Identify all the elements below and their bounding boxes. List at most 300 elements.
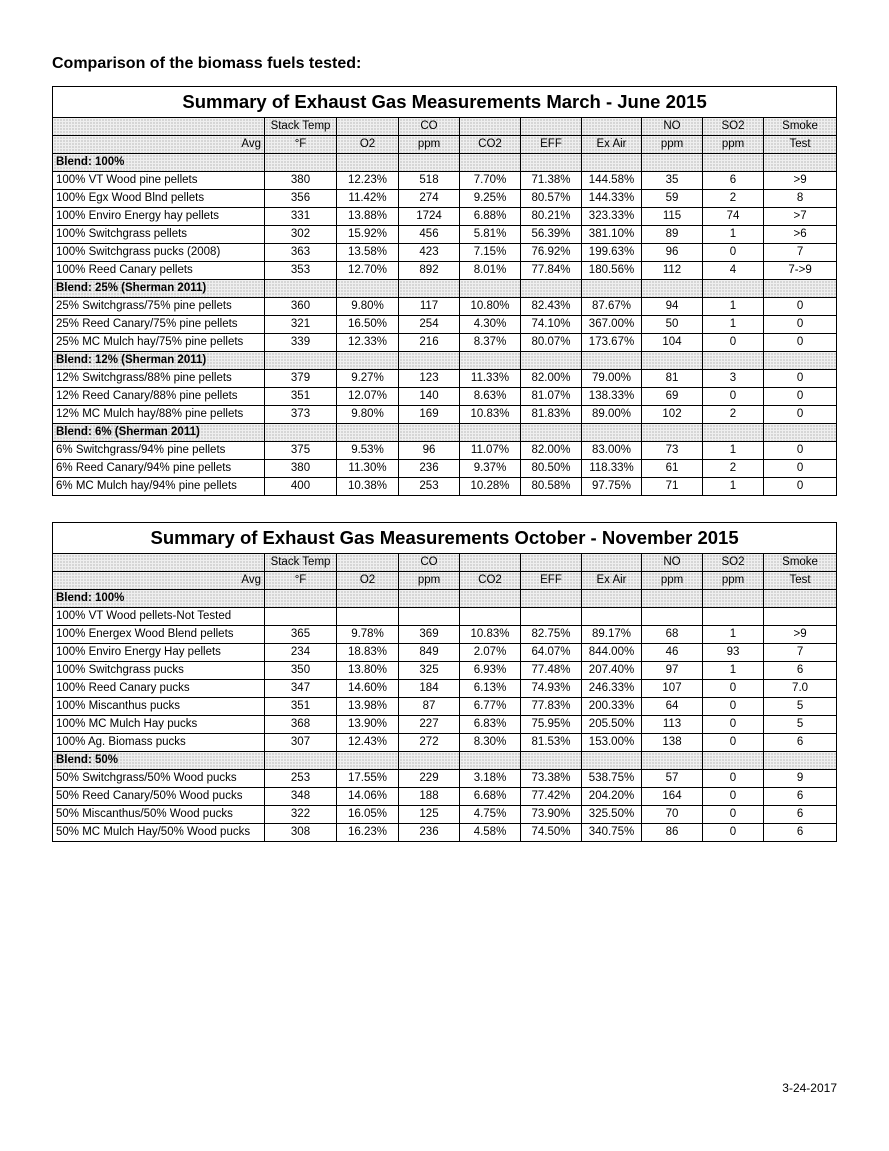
value-cell: 380 bbox=[265, 172, 337, 190]
fuel-name-cell: 6% Switchgrass/94% pine pellets bbox=[53, 442, 265, 460]
value-cell: 77.84% bbox=[521, 262, 582, 280]
value-cell: 6.83% bbox=[460, 716, 521, 734]
table-row bbox=[53, 190, 837, 208]
value-cell: 10.38% bbox=[337, 478, 399, 496]
fuel-name-cell: 100% Switchgrass pucks bbox=[53, 662, 265, 680]
value-cell: 5 bbox=[764, 716, 837, 734]
value-cell: 11.30% bbox=[337, 460, 399, 478]
value-cell bbox=[582, 608, 642, 626]
table-row bbox=[53, 316, 837, 334]
value-cell bbox=[764, 608, 837, 626]
value-cell: 0 bbox=[764, 316, 837, 334]
value-cell: 74 bbox=[703, 208, 764, 226]
fuel-name-cell: 25% Switchgrass/75% pine pellets bbox=[53, 298, 265, 316]
value-cell: 7.15% bbox=[460, 244, 521, 262]
value-cell: 0 bbox=[703, 334, 764, 352]
header-row-top bbox=[53, 118, 837, 136]
column-header: CO2 bbox=[460, 572, 521, 590]
column-header: EFF bbox=[521, 136, 582, 154]
column-header: ppm bbox=[703, 136, 764, 154]
value-cell: 80.57% bbox=[521, 190, 582, 208]
fuel-name-cell: 12% Switchgrass/88% pine pellets bbox=[53, 370, 265, 388]
value-cell: 61 bbox=[642, 460, 703, 478]
value-cell bbox=[642, 608, 703, 626]
value-cell: 138 bbox=[642, 734, 703, 752]
value-cell: 9.25% bbox=[460, 190, 521, 208]
blend-group-cell bbox=[337, 352, 399, 370]
table-row bbox=[53, 770, 837, 788]
blend-group-cell bbox=[582, 752, 642, 770]
column-header: °F bbox=[265, 572, 337, 590]
column-header: CO bbox=[399, 118, 460, 136]
blend-group-cell bbox=[265, 280, 337, 298]
column-header: Smoke bbox=[764, 118, 837, 136]
blend-group-cell bbox=[399, 154, 460, 172]
value-cell: 6.68% bbox=[460, 788, 521, 806]
value-cell: 204.20% bbox=[582, 788, 642, 806]
blend-group-cell bbox=[399, 752, 460, 770]
blend-group-cell bbox=[642, 752, 703, 770]
table-row bbox=[53, 262, 837, 280]
value-cell: 375 bbox=[265, 442, 337, 460]
blend-group-cell bbox=[703, 154, 764, 172]
value-cell: 307 bbox=[265, 734, 337, 752]
value-cell: 9 bbox=[764, 770, 837, 788]
value-cell: 16.50% bbox=[337, 316, 399, 334]
column-header: CO2 bbox=[460, 136, 521, 154]
value-cell: 13.90% bbox=[337, 716, 399, 734]
value-cell: 57 bbox=[642, 770, 703, 788]
value-cell: 13.80% bbox=[337, 662, 399, 680]
value-cell: 125 bbox=[399, 806, 460, 824]
column-header: Test bbox=[764, 136, 837, 154]
fuel-name-cell: 100% VT Wood pellets-Not Tested bbox=[53, 608, 265, 626]
value-cell: 73 bbox=[642, 442, 703, 460]
value-cell: 87 bbox=[399, 698, 460, 716]
value-cell: 82.43% bbox=[521, 298, 582, 316]
table-row bbox=[53, 788, 837, 806]
value-cell: 200.33% bbox=[582, 698, 642, 716]
blend-group-label: Blend: 6% (Sherman 2011) bbox=[53, 424, 265, 442]
value-cell: 77.83% bbox=[521, 698, 582, 716]
value-cell: 363 bbox=[265, 244, 337, 262]
value-cell: 18.83% bbox=[337, 644, 399, 662]
value-cell: 0 bbox=[703, 680, 764, 698]
value-cell: 17.55% bbox=[337, 770, 399, 788]
blend-group-cell bbox=[399, 280, 460, 298]
value-cell: 199.63% bbox=[582, 244, 642, 262]
value-cell: 89 bbox=[642, 226, 703, 244]
blend-group-cell bbox=[582, 424, 642, 442]
column-header bbox=[53, 118, 265, 136]
value-cell: 118.33% bbox=[582, 460, 642, 478]
blend-group-label: Blend: 100% bbox=[53, 154, 265, 172]
value-cell: 849 bbox=[399, 644, 460, 662]
value-cell: 331 bbox=[265, 208, 337, 226]
header-row-bottom bbox=[53, 136, 837, 154]
value-cell: 74.50% bbox=[521, 824, 582, 842]
fuel-name-cell: 50% Reed Canary/50% Wood pucks bbox=[53, 788, 265, 806]
blend-group-row bbox=[53, 280, 837, 298]
value-cell: 10.28% bbox=[460, 478, 521, 496]
value-cell: 0 bbox=[764, 406, 837, 424]
value-cell: 117 bbox=[399, 298, 460, 316]
value-cell: 77.48% bbox=[521, 662, 582, 680]
value-cell: 0 bbox=[703, 770, 764, 788]
blend-group-cell bbox=[337, 752, 399, 770]
value-cell: 302 bbox=[265, 226, 337, 244]
value-cell: 89.00% bbox=[582, 406, 642, 424]
table-row bbox=[53, 478, 837, 496]
blend-group-cell bbox=[642, 590, 703, 608]
value-cell: 2 bbox=[703, 406, 764, 424]
blend-group-cell bbox=[460, 280, 521, 298]
fuel-name-cell: 100% Egx Wood Blnd pellets bbox=[53, 190, 265, 208]
value-cell: 4.30% bbox=[460, 316, 521, 334]
value-cell: 340.75% bbox=[582, 824, 642, 842]
value-cell: 6.88% bbox=[460, 208, 521, 226]
value-cell: 205.50% bbox=[582, 716, 642, 734]
value-cell: 323.33% bbox=[582, 208, 642, 226]
value-cell: 4.75% bbox=[460, 806, 521, 824]
fuel-name-cell: 100% Enviro Energy Hay pellets bbox=[53, 644, 265, 662]
fuel-name-cell: 25% MC Mulch hay/75% pine pellets bbox=[53, 334, 265, 352]
value-cell bbox=[460, 608, 521, 626]
blend-group-cell bbox=[703, 752, 764, 770]
blend-group-cell bbox=[460, 590, 521, 608]
value-cell: 7 bbox=[764, 644, 837, 662]
blend-group-cell bbox=[521, 752, 582, 770]
table-row bbox=[53, 608, 837, 626]
header-row-bottom bbox=[53, 572, 837, 590]
blend-group-cell bbox=[764, 154, 837, 172]
header-row-top bbox=[53, 554, 837, 572]
value-cell: 82.00% bbox=[521, 370, 582, 388]
fuel-name-cell: 25% Reed Canary/75% pine pellets bbox=[53, 316, 265, 334]
value-cell: 518 bbox=[399, 172, 460, 190]
blend-group-cell bbox=[521, 590, 582, 608]
blend-group-cell bbox=[265, 752, 337, 770]
fuel-name-cell: 100% Enviro Energy hay pellets bbox=[53, 208, 265, 226]
value-cell: 1 bbox=[703, 626, 764, 644]
blend-group-cell bbox=[764, 352, 837, 370]
table-row bbox=[53, 626, 837, 644]
value-cell: 322 bbox=[265, 806, 337, 824]
value-cell: 0 bbox=[703, 388, 764, 406]
blend-group-cell bbox=[337, 424, 399, 442]
value-cell: 379 bbox=[265, 370, 337, 388]
value-cell: >7 bbox=[764, 208, 837, 226]
value-cell: 348 bbox=[265, 788, 337, 806]
value-cell: 79.00% bbox=[582, 370, 642, 388]
fuel-name-cell: 12% MC Mulch hay/88% pine pellets bbox=[53, 406, 265, 424]
blend-group-cell bbox=[521, 352, 582, 370]
value-cell: 350 bbox=[265, 662, 337, 680]
value-cell: 140 bbox=[399, 388, 460, 406]
value-cell: 64 bbox=[642, 698, 703, 716]
table-row bbox=[53, 298, 837, 316]
date-stamp: 3-24-2017 bbox=[782, 1081, 837, 1095]
table-row bbox=[53, 644, 837, 662]
value-cell: 107 bbox=[642, 680, 703, 698]
value-cell: 10.83% bbox=[460, 406, 521, 424]
value-cell: 369 bbox=[399, 626, 460, 644]
value-cell: 6.77% bbox=[460, 698, 521, 716]
value-cell: 229 bbox=[399, 770, 460, 788]
value-cell: 75.95% bbox=[521, 716, 582, 734]
value-cell: 0 bbox=[764, 334, 837, 352]
value-cell: 423 bbox=[399, 244, 460, 262]
value-cell: 12.23% bbox=[337, 172, 399, 190]
column-header: Stack Temp bbox=[265, 554, 337, 572]
value-cell: 6 bbox=[764, 788, 837, 806]
value-cell: 164 bbox=[642, 788, 703, 806]
value-cell: 7->9 bbox=[764, 262, 837, 280]
value-cell: 246.33% bbox=[582, 680, 642, 698]
value-cell: 7 bbox=[764, 244, 837, 262]
value-cell: 227 bbox=[399, 716, 460, 734]
column-header: Test bbox=[764, 572, 837, 590]
value-cell: 9.80% bbox=[337, 406, 399, 424]
value-cell: 12.70% bbox=[337, 262, 399, 280]
value-cell: 80.58% bbox=[521, 478, 582, 496]
blend-group-cell bbox=[460, 352, 521, 370]
blend-group-cell bbox=[764, 424, 837, 442]
column-header: Avg bbox=[53, 136, 265, 154]
blend-group-cell bbox=[265, 154, 337, 172]
value-cell: 15.92% bbox=[337, 226, 399, 244]
fuel-name-cell: 100% Reed Canary pellets bbox=[53, 262, 265, 280]
value-cell: 94 bbox=[642, 298, 703, 316]
value-cell: 71.38% bbox=[521, 172, 582, 190]
value-cell: 82.75% bbox=[521, 626, 582, 644]
value-cell: 104 bbox=[642, 334, 703, 352]
value-cell bbox=[337, 608, 399, 626]
value-cell: 5 bbox=[764, 698, 837, 716]
value-cell: 272 bbox=[399, 734, 460, 752]
value-cell: 6 bbox=[764, 806, 837, 824]
value-cell: 6.13% bbox=[460, 680, 521, 698]
value-cell: 113 bbox=[642, 716, 703, 734]
fuel-name-cell: 50% MC Mulch Hay/50% Wood pucks bbox=[53, 824, 265, 842]
column-header: O2 bbox=[337, 136, 399, 154]
value-cell: 11.07% bbox=[460, 442, 521, 460]
value-cell: 6 bbox=[764, 824, 837, 842]
column-header: Ex Air bbox=[582, 572, 642, 590]
value-cell: 81 bbox=[642, 370, 703, 388]
value-cell: 12.43% bbox=[337, 734, 399, 752]
column-header bbox=[582, 554, 642, 572]
value-cell: 97 bbox=[642, 662, 703, 680]
value-cell: 112 bbox=[642, 262, 703, 280]
value-cell: 80.21% bbox=[521, 208, 582, 226]
value-cell: 3 bbox=[703, 370, 764, 388]
value-cell: 1 bbox=[703, 442, 764, 460]
table-row bbox=[53, 662, 837, 680]
fuel-name-cell: 50% Miscanthus/50% Wood pucks bbox=[53, 806, 265, 824]
column-header: ppm bbox=[703, 572, 764, 590]
blend-group-label: Blend: 100% bbox=[53, 590, 265, 608]
value-cell: 13.58% bbox=[337, 244, 399, 262]
value-cell: 46 bbox=[642, 644, 703, 662]
table-march-june-2015 bbox=[52, 86, 837, 496]
blend-group-label: Blend: 25% (Sherman 2011) bbox=[53, 280, 265, 298]
table-row bbox=[53, 442, 837, 460]
column-header: ppm bbox=[399, 572, 460, 590]
value-cell: 76.92% bbox=[521, 244, 582, 262]
table-row bbox=[53, 806, 837, 824]
value-cell: 115 bbox=[642, 208, 703, 226]
blend-group-cell bbox=[399, 590, 460, 608]
value-cell: 253 bbox=[265, 770, 337, 788]
value-cell: 82.00% bbox=[521, 442, 582, 460]
value-cell: 360 bbox=[265, 298, 337, 316]
value-cell: 89.17% bbox=[582, 626, 642, 644]
value-cell: 6 bbox=[703, 172, 764, 190]
fuel-name-cell: 100% Switchgrass pucks (2008) bbox=[53, 244, 265, 262]
blend-group-label: Blend: 50% bbox=[53, 752, 265, 770]
column-header bbox=[521, 554, 582, 572]
page-heading: Comparison of the biomass fuels tested: bbox=[52, 55, 362, 72]
fuel-name-cell: 50% Switchgrass/50% Wood pucks bbox=[53, 770, 265, 788]
table-row bbox=[53, 680, 837, 698]
value-cell: 93 bbox=[703, 644, 764, 662]
value-cell: 12.33% bbox=[337, 334, 399, 352]
value-cell: 207.40% bbox=[582, 662, 642, 680]
blend-group-cell bbox=[764, 590, 837, 608]
value-cell: 339 bbox=[265, 334, 337, 352]
blend-group-cell bbox=[460, 752, 521, 770]
value-cell: 321 bbox=[265, 316, 337, 334]
value-cell: 184 bbox=[399, 680, 460, 698]
value-cell: 2 bbox=[703, 190, 764, 208]
value-cell: 0 bbox=[764, 370, 837, 388]
table-row bbox=[53, 334, 837, 352]
column-header: O2 bbox=[337, 572, 399, 590]
fuel-name-cell: 100% Reed Canary pucks bbox=[53, 680, 265, 698]
table-row bbox=[53, 698, 837, 716]
value-cell: 87.67% bbox=[582, 298, 642, 316]
column-header: SO2 bbox=[703, 554, 764, 572]
value-cell: 64.07% bbox=[521, 644, 582, 662]
fuel-name-cell: 12% Reed Canary/88% pine pellets bbox=[53, 388, 265, 406]
table-row bbox=[53, 388, 837, 406]
value-cell: 8.30% bbox=[460, 734, 521, 752]
blend-group-cell bbox=[460, 154, 521, 172]
column-header bbox=[337, 554, 399, 572]
table-title: Summary of Exhaust Gas Measurements March - June 2015 bbox=[53, 87, 837, 118]
table-row bbox=[53, 734, 837, 752]
value-cell: 71 bbox=[642, 478, 703, 496]
table-row bbox=[53, 460, 837, 478]
value-cell: 11.42% bbox=[337, 190, 399, 208]
value-cell: 0 bbox=[703, 824, 764, 842]
blend-group-row bbox=[53, 424, 837, 442]
value-cell: 9.37% bbox=[460, 460, 521, 478]
value-cell bbox=[399, 608, 460, 626]
value-cell: 0 bbox=[764, 388, 837, 406]
value-cell: 1 bbox=[703, 478, 764, 496]
column-header: ppm bbox=[399, 136, 460, 154]
value-cell: 2 bbox=[703, 460, 764, 478]
fuel-name-cell: 100% Ag. Biomass pucks bbox=[53, 734, 265, 752]
value-cell: 80.07% bbox=[521, 334, 582, 352]
column-header: ppm bbox=[642, 572, 703, 590]
value-cell: 35 bbox=[642, 172, 703, 190]
value-cell: 0 bbox=[703, 734, 764, 752]
blend-group-cell bbox=[337, 280, 399, 298]
blend-group-cell bbox=[582, 280, 642, 298]
value-cell: 70 bbox=[642, 806, 703, 824]
value-cell: 236 bbox=[399, 824, 460, 842]
value-cell: 844.00% bbox=[582, 644, 642, 662]
value-cell: 173.67% bbox=[582, 334, 642, 352]
value-cell: 14.60% bbox=[337, 680, 399, 698]
blend-group-cell bbox=[265, 590, 337, 608]
value-cell: 365 bbox=[265, 626, 337, 644]
value-cell: 9.78% bbox=[337, 626, 399, 644]
column-header: Ex Air bbox=[582, 136, 642, 154]
blend-group-cell bbox=[265, 352, 337, 370]
value-cell: 6 bbox=[764, 734, 837, 752]
blend-group-cell bbox=[764, 280, 837, 298]
fuel-name-cell: 100% MC Mulch Hay pucks bbox=[53, 716, 265, 734]
value-cell: 274 bbox=[399, 190, 460, 208]
value-cell: 8.37% bbox=[460, 334, 521, 352]
value-cell: 368 bbox=[265, 716, 337, 734]
blend-group-cell bbox=[460, 424, 521, 442]
value-cell: 0 bbox=[764, 298, 837, 316]
value-cell: 253 bbox=[399, 478, 460, 496]
value-cell: 123 bbox=[399, 370, 460, 388]
value-cell: 81.07% bbox=[521, 388, 582, 406]
value-cell: 3.18% bbox=[460, 770, 521, 788]
value-cell: 892 bbox=[399, 262, 460, 280]
value-cell: 236 bbox=[399, 460, 460, 478]
column-header bbox=[460, 554, 521, 572]
fuel-name-cell: 100% Switchgrass pellets bbox=[53, 226, 265, 244]
value-cell: 347 bbox=[265, 680, 337, 698]
value-cell: 373 bbox=[265, 406, 337, 424]
value-cell: 0 bbox=[764, 442, 837, 460]
value-cell: 0 bbox=[764, 460, 837, 478]
value-cell: 8.01% bbox=[460, 262, 521, 280]
blend-group-cell bbox=[337, 590, 399, 608]
value-cell: 81.83% bbox=[521, 406, 582, 424]
value-cell: 6.93% bbox=[460, 662, 521, 680]
value-cell: 102 bbox=[642, 406, 703, 424]
value-cell: 1 bbox=[703, 316, 764, 334]
value-cell: >9 bbox=[764, 626, 837, 644]
table-title: Summary of Exhaust Gas Measurements October - November 2015 bbox=[53, 523, 837, 554]
value-cell: 254 bbox=[399, 316, 460, 334]
value-cell: 4 bbox=[703, 262, 764, 280]
value-cell: 325.50% bbox=[582, 806, 642, 824]
blend-group-label: Blend: 12% (Sherman 2011) bbox=[53, 352, 265, 370]
value-cell: 4.58% bbox=[460, 824, 521, 842]
table-row bbox=[53, 208, 837, 226]
value-cell bbox=[265, 608, 337, 626]
blend-group-cell bbox=[582, 154, 642, 172]
value-cell: 0 bbox=[703, 698, 764, 716]
value-cell: 10.80% bbox=[460, 298, 521, 316]
value-cell: >6 bbox=[764, 226, 837, 244]
value-cell: 1724 bbox=[399, 208, 460, 226]
column-header bbox=[53, 554, 265, 572]
value-cell: 138.33% bbox=[582, 388, 642, 406]
value-cell: 96 bbox=[399, 442, 460, 460]
value-cell: 59 bbox=[642, 190, 703, 208]
